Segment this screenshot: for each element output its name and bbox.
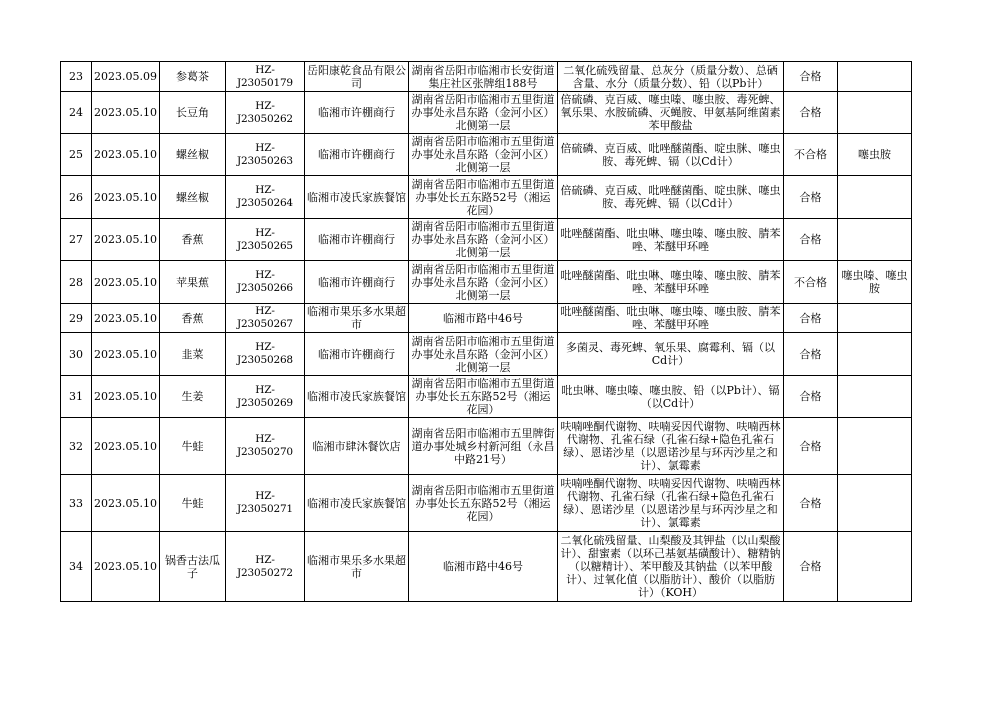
sample-code: HZ-J23050268 bbox=[225, 333, 304, 376]
sample-code: HZ-J23050270 bbox=[225, 418, 304, 475]
sample-date: 2023.05.10 bbox=[92, 219, 160, 261]
sampled-unit: 临湘市凌氏家族餐馆 bbox=[304, 176, 408, 219]
row-number: 25 bbox=[61, 134, 92, 176]
failed-items bbox=[837, 62, 911, 92]
table-row bbox=[61, 261, 912, 304]
sample-name: 参葛茶 bbox=[159, 62, 225, 92]
sample-date: 2023.05.10 bbox=[92, 304, 160, 333]
unit-address: 湖南省岳阳市临湘市五里牌街道办事处城乡村新河组（永昌中路21号） bbox=[408, 418, 557, 475]
sample-code: HZ-J23050262 bbox=[225, 92, 304, 134]
unit-address: 湖南省岳阳市临湘市五里街道办事处永昌东路（金河小区）北侧第一层 bbox=[408, 92, 557, 134]
unit-address: 湖南省岳阳市临湘市五里街道办事处长五东路52号（湘运花园） bbox=[408, 376, 557, 418]
inspection-result: 合格 bbox=[783, 62, 837, 92]
sample-name: 螺丝椒 bbox=[159, 134, 225, 176]
sampled-unit: 临湘市许棚商行 bbox=[304, 134, 408, 176]
failed-items bbox=[837, 219, 911, 261]
sampled-unit: 临湘市许棚商行 bbox=[304, 333, 408, 376]
inspection-items: 吡唑醚菌酯、吡虫啉、噻虫嗪、噻虫胺、腈苯唑、苯醚甲环唑 bbox=[557, 219, 783, 261]
inspection-result: 合格 bbox=[783, 376, 837, 418]
sample-name: 香蕉 bbox=[159, 304, 225, 333]
inspection-items: 呋喃唑酮代谢物、呋喃妥因代谢物、呋喃西林代谢物、孔雀石绿（孔雀石绿+隐色孔雀石绿）、恩诺沙星（以恩诺沙星与环丙沙星之和计）、氯霉素 bbox=[557, 475, 783, 532]
unit-address: 湖南省岳阳市临湘市五里街道办事处永昌东路（金河小区）北侧第一层 bbox=[408, 333, 557, 376]
row-number: 33 bbox=[61, 475, 92, 532]
sample-name: 螺丝椒 bbox=[159, 176, 225, 219]
sample-name: 香蕉 bbox=[159, 219, 225, 261]
row-number: 32 bbox=[61, 418, 92, 475]
failed-items bbox=[837, 475, 911, 532]
inspection-items: 倍硫磷、克百威、吡唑醚菌酯、啶虫脒、噻虫胺、毒死蜱、镉（以Cd计） bbox=[557, 176, 783, 219]
table-body bbox=[61, 62, 912, 602]
sampled-unit: 临湘市凌氏家族餐馆 bbox=[304, 475, 408, 532]
table-row bbox=[61, 376, 912, 418]
table-row bbox=[61, 219, 912, 261]
inspection-result: 合格 bbox=[783, 532, 837, 602]
inspection-result: 合格 bbox=[783, 418, 837, 475]
unit-address: 湖南省岳阳市临湘市五里街道办事处永昌东路（金河小区）北侧第一层 bbox=[408, 219, 557, 261]
sample-code: HZ-J23050267 bbox=[225, 304, 304, 333]
row-number: 30 bbox=[61, 333, 92, 376]
table-row bbox=[61, 333, 912, 376]
sample-date: 2023.05.10 bbox=[92, 261, 160, 304]
sample-code: HZ-J23050179 bbox=[225, 62, 304, 92]
inspection-items: 吡唑醚菌酯、吡虫啉、噻虫嗪、噻虫胺、腈苯唑、苯醚甲环唑 bbox=[557, 304, 783, 333]
table-row bbox=[61, 475, 912, 532]
sampled-unit: 临湘市许棚商行 bbox=[304, 219, 408, 261]
sampled-unit: 临湘市许棚商行 bbox=[304, 261, 408, 304]
inspection-result: 不合格 bbox=[783, 261, 837, 304]
sample-code: HZ-J23050269 bbox=[225, 376, 304, 418]
sample-date: 2023.05.10 bbox=[92, 376, 160, 418]
sample-code: HZ-J23050266 bbox=[225, 261, 304, 304]
sample-name: 苹果蕉 bbox=[159, 261, 225, 304]
row-number: 31 bbox=[61, 376, 92, 418]
row-number: 24 bbox=[61, 92, 92, 134]
failed-items bbox=[837, 333, 911, 376]
sample-date: 2023.05.10 bbox=[92, 92, 160, 134]
table-row bbox=[61, 62, 912, 92]
row-number: 23 bbox=[61, 62, 92, 92]
failed-items bbox=[837, 92, 911, 134]
sampled-unit: 临湘市果乐多水果超市 bbox=[304, 532, 408, 602]
inspection-results-table bbox=[60, 61, 912, 602]
sampled-unit: 临湘市许棚商行 bbox=[304, 92, 408, 134]
sample-date: 2023.05.10 bbox=[92, 333, 160, 376]
table-row bbox=[61, 134, 912, 176]
failed-items bbox=[837, 532, 911, 602]
sample-code: HZ-J23050263 bbox=[225, 134, 304, 176]
table-row bbox=[61, 304, 912, 333]
sampled-unit: 岳阳康乾食品有限公司 bbox=[304, 62, 408, 92]
table-row bbox=[61, 92, 912, 134]
unit-address: 湖南省岳阳市临湘市五里街道办事处永昌东路（金河小区）北侧第一层 bbox=[408, 134, 557, 176]
row-number: 26 bbox=[61, 176, 92, 219]
row-number: 28 bbox=[61, 261, 92, 304]
sample-date: 2023.05.10 bbox=[92, 418, 160, 475]
sample-name: 韭菜 bbox=[159, 333, 225, 376]
sampled-unit: 临湘市果乐多水果超市 bbox=[304, 304, 408, 333]
inspection-result: 合格 bbox=[783, 304, 837, 333]
sample-name: 牛蛙 bbox=[159, 418, 225, 475]
row-number: 34 bbox=[61, 532, 92, 602]
row-number: 27 bbox=[61, 219, 92, 261]
table-row bbox=[61, 532, 912, 602]
inspection-items: 多菌灵、毒死蜱、氧乐果、腐霉利、镉（以Cd计） bbox=[557, 333, 783, 376]
sample-code: HZ-J23050272 bbox=[225, 532, 304, 602]
unit-address: 湖南省岳阳市临湘市长安街道集庄社区张牌组188号 bbox=[408, 62, 557, 92]
inspection-items: 呋喃唑酮代谢物、呋喃妥因代谢物、呋喃西林代谢物、孔雀石绿（孔雀石绿+隐色孔雀石绿）、恩诺沙星（以恩诺沙星与环丙沙星之和计）、氯霉素 bbox=[557, 418, 783, 475]
inspection-result: 合格 bbox=[783, 219, 837, 261]
sample-date: 2023.05.10 bbox=[92, 134, 160, 176]
failed-items bbox=[837, 418, 911, 475]
inspection-result: 不合格 bbox=[783, 134, 837, 176]
unit-address: 湖南省岳阳市临湘市五里街道办事处长五东路52号（湘运花园） bbox=[408, 176, 557, 219]
sample-date: 2023.05.09 bbox=[92, 62, 160, 92]
sample-code: HZ-J23050271 bbox=[225, 475, 304, 532]
unit-address: 临湘市路中46号 bbox=[408, 304, 557, 333]
inspection-items: 倍硫磷、克百威、吡唑醚菌酯、啶虫脒、噻虫胺、毒死蜱、镉（以Cd计） bbox=[557, 134, 783, 176]
sample-date: 2023.05.10 bbox=[92, 475, 160, 532]
unit-address: 湖南省岳阳市临湘市五里街道办事处永昌东路（金河小区）北侧第一层 bbox=[408, 261, 557, 304]
sample-name: 生姜 bbox=[159, 376, 225, 418]
row-number: 29 bbox=[61, 304, 92, 333]
inspection-items: 二氧化硫残留量、总灰分（质量分数）、总硒含量、水分（质量分数）、铅（以Pb计） bbox=[557, 62, 783, 92]
failed-items: 噻虫嗪、噻虫胺 bbox=[837, 261, 911, 304]
sample-date: 2023.05.10 bbox=[92, 532, 160, 602]
inspection-result: 合格 bbox=[783, 92, 837, 134]
inspection-result: 合格 bbox=[783, 333, 837, 376]
sample-name: 长豆角 bbox=[159, 92, 225, 134]
failed-items bbox=[837, 304, 911, 333]
failed-items: 噻虫胺 bbox=[837, 134, 911, 176]
inspection-items: 倍硫磷、克百威、噻虫嗪、噻虫胺、毒死蜱、氧乐果、水胺硫磷、灭蝇胺、甲氨基阿维菌素苯甲酸盐 bbox=[557, 92, 783, 134]
sampled-unit: 临湘市凌氏家族餐馆 bbox=[304, 376, 408, 418]
unit-address: 临湘市路中46号 bbox=[408, 532, 557, 602]
inspection-items: 吡虫啉、噻虫嗪、噻虫胺、铅（以Pb计）、镉（以Cd计） bbox=[557, 376, 783, 418]
inspection-result: 合格 bbox=[783, 475, 837, 532]
sampled-unit: 临湘市肆沐餐饮店 bbox=[304, 418, 408, 475]
sample-code: HZ-J23050264 bbox=[225, 176, 304, 219]
table-row bbox=[61, 418, 912, 475]
unit-address: 湖南省岳阳市临湘市五里街道办事处长五东路52号（湘运花园） bbox=[408, 475, 557, 532]
sample-name: 牛蛙 bbox=[159, 475, 225, 532]
inspection-items: 二氧化硫残留量、山梨酸及其钾盐（以山梨酸计）、甜蜜素（以环己基氨基磺酸计）、糖精钠（以糖精计）、苯甲酸及其钠盐（以苯甲酸计）、过氧化值（以脂肪计）、酸价（以脂肪计）（KOH） bbox=[557, 532, 783, 602]
failed-items bbox=[837, 176, 911, 219]
inspection-result: 合格 bbox=[783, 176, 837, 219]
sample-code: HZ-J23050265 bbox=[225, 219, 304, 261]
failed-items bbox=[837, 376, 911, 418]
sample-date: 2023.05.10 bbox=[92, 176, 160, 219]
table-row bbox=[61, 176, 912, 219]
inspection-items: 吡唑醚菌酯、吡虫啉、噻虫嗪、噻虫胺、腈苯唑、苯醚甲环唑 bbox=[557, 261, 783, 304]
sample-name: 锅香古法瓜子 bbox=[159, 532, 225, 602]
